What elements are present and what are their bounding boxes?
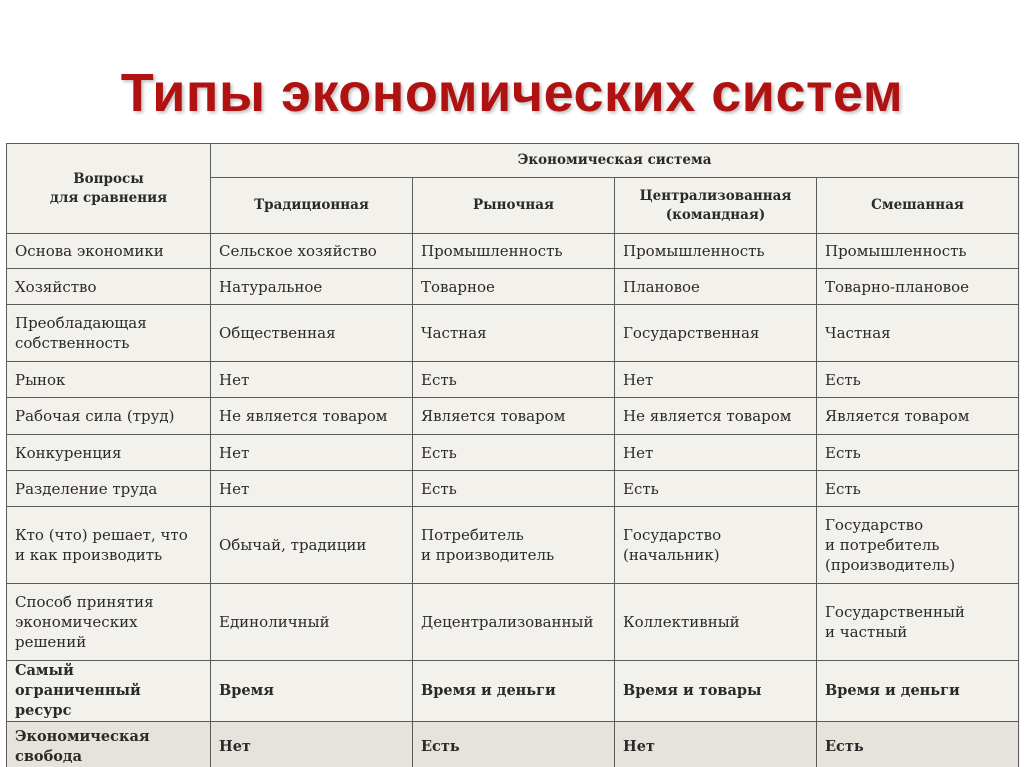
table-cell: Плановое	[615, 269, 817, 305]
table-cell: Обычай, традиции	[211, 507, 413, 584]
row-question: Разделение труда	[7, 471, 211, 507]
table-cell: Не является товаром	[211, 398, 413, 435]
table-cell: Есть	[817, 362, 1019, 398]
table-cell: Товарное	[413, 269, 615, 305]
table-cell: Нет	[211, 471, 413, 507]
table-row	[7, 234, 1019, 269]
table-cell: Государственный и частный	[817, 584, 1019, 661]
comparison-table-scan	[6, 143, 1020, 767]
table-cell: Децентрализованный	[413, 584, 615, 661]
row-question: Кто (что) решает, что и как производить	[7, 507, 211, 584]
table-row	[7, 305, 1019, 362]
row-question: Хозяйство	[7, 269, 211, 305]
row-question: Экономическая свобода	[7, 722, 211, 767]
row-question: Рынок	[7, 362, 211, 398]
table-cell: Государственная	[615, 305, 817, 362]
table-cell: Есть	[413, 362, 615, 398]
table-cell: Государство и потребитель (производитель)	[817, 507, 1019, 584]
column-header: Традиционная	[211, 178, 413, 234]
row-question: Преобладающая собственность	[7, 305, 211, 362]
corner-header: Вопросы для сравнения	[7, 144, 211, 234]
table-cell: Промышленность	[413, 234, 615, 269]
system-header: Экономическая система	[211, 144, 1019, 178]
slide-title: Типы экономических систем	[120, 63, 904, 123]
table-cell: Есть	[413, 722, 615, 767]
table-row	[7, 398, 1019, 435]
table-cell: Время и деньги	[817, 661, 1019, 722]
row-question: Основа экономики	[7, 234, 211, 269]
row-question: Способ принятия экономических решений	[7, 584, 211, 661]
row-question: Самый ограниченный ресурс	[7, 661, 211, 722]
table-cell: Частная	[817, 305, 1019, 362]
table-cell: Есть	[817, 435, 1019, 471]
table-cell: Время	[211, 661, 413, 722]
row-question: Рабочая сила (труд)	[7, 398, 211, 435]
table-row	[7, 269, 1019, 305]
table-row	[7, 471, 1019, 507]
table-row	[7, 661, 1019, 722]
table-cell: Есть	[817, 471, 1019, 507]
table-cell: Общественная	[211, 305, 413, 362]
table-cell: Нет	[615, 722, 817, 767]
economic-systems-table	[6, 143, 1019, 767]
table-cell: Частная	[413, 305, 615, 362]
table-cell: Сельское хозяйство	[211, 234, 413, 269]
column-header: Смешанная	[817, 178, 1019, 234]
table-cell: Нет	[615, 362, 817, 398]
row-question: Конкуренция	[7, 435, 211, 471]
table-row	[7, 362, 1019, 398]
table-row	[7, 722, 1019, 767]
table-cell: Есть	[413, 471, 615, 507]
table-row	[7, 584, 1019, 661]
table-cell: Является товаром	[817, 398, 1019, 435]
table-cell: Является товаром	[413, 398, 615, 435]
table-cell: Есть	[413, 435, 615, 471]
table-cell: Потребитель и производитель	[413, 507, 615, 584]
column-header: Централизованная (командная)	[615, 178, 817, 234]
table-cell: Промышленность	[817, 234, 1019, 269]
table-cell: Время и товары	[615, 661, 817, 722]
table-cell: Время и деньги	[413, 661, 615, 722]
table-cell: Не является товаром	[615, 398, 817, 435]
table-row	[7, 507, 1019, 584]
table-row	[7, 435, 1019, 471]
table-cell: Нет	[211, 362, 413, 398]
table-cell: Есть	[817, 722, 1019, 767]
table-cell: Есть	[615, 471, 817, 507]
table-cell: Натуральное	[211, 269, 413, 305]
table-cell: Нет	[615, 435, 817, 471]
table-cell: Нет	[211, 722, 413, 767]
table-cell: Коллективный	[615, 584, 817, 661]
table-cell: Нет	[211, 435, 413, 471]
table-cell: Промышленность	[615, 234, 817, 269]
column-header: Рыночная	[413, 178, 615, 234]
table-cell: Государство (начальник)	[615, 507, 817, 584]
table-cell: Единоличный	[211, 584, 413, 661]
table-cell: Товарно-плановое	[817, 269, 1019, 305]
